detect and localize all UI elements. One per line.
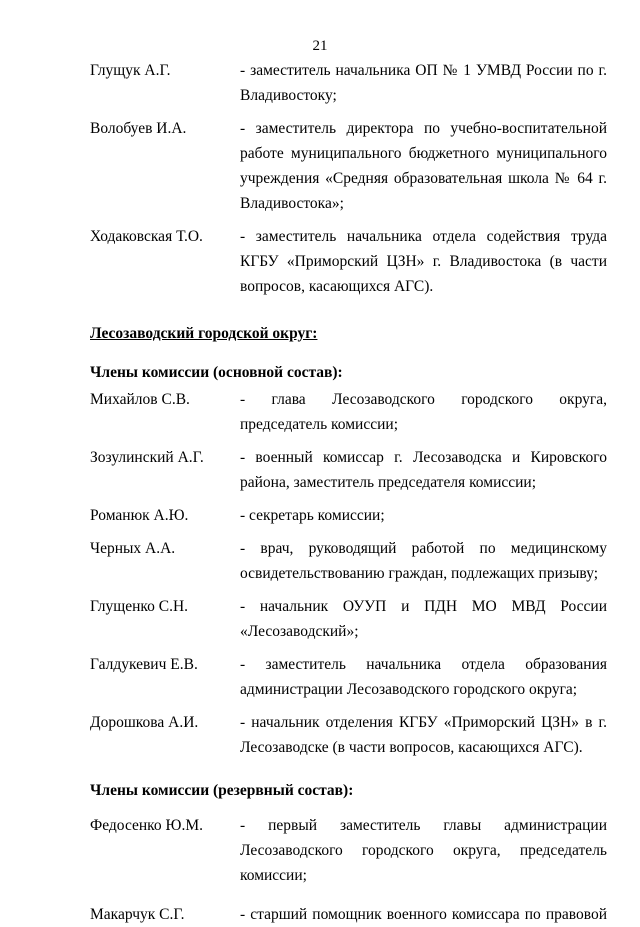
member-entry: [90, 445, 607, 495]
member-name: Глущенко С.Н.: [90, 598, 189, 615]
member-name: Ходаковская Т.О.: [90, 228, 203, 245]
member-entry: [90, 902, 607, 927]
member-role: - военный комиссар г. Лесозаводска и Кировского района, заместитель председателя комиссии;: [240, 449, 607, 491]
member-entry: [90, 594, 607, 644]
member-entry: [90, 116, 607, 216]
member-role: - заместитель директора по учебно-воспитательной работе муниципального бюджетного муниципального учреждения «Средняя образовательная школа № 64 г. Владивостока»;: [240, 120, 607, 212]
member-name: Дорошкова А.И.: [90, 714, 199, 731]
member-role: - начальник ОУУП и ПДН МО МВД России «Лесозаводский»;: [240, 598, 607, 640]
member-role: - заместитель начальника отдела образования администрации Лесозаводского городского округа;: [240, 656, 607, 698]
member-entry: [90, 536, 607, 586]
reserve-members-title: Члены комиссии (резервный состав):: [90, 782, 354, 799]
member-entry: [90, 652, 607, 702]
member-name: Федосенко Ю.М.: [90, 817, 204, 834]
member-name: Черных А.А.: [90, 540, 176, 557]
member-name: Зозулинский А.Г.: [90, 449, 204, 466]
member-name: Романюк А.Ю.: [90, 507, 189, 524]
member-name: Макарчук С.Г.: [90, 906, 185, 923]
member-entry: [90, 224, 607, 299]
member-role: - заместитель начальника отдела содействия труда КГБУ «Приморский ЦЗН» г. Владивостока (в части вопросов, касающихся АГС).: [240, 228, 607, 295]
page-number: 21: [312, 38, 328, 54]
member-entry: [90, 387, 607, 437]
member-entry: [90, 813, 607, 888]
member-entry: [90, 710, 607, 760]
document-content: [90, 58, 607, 927]
member-role: - первый заместитель главы администрации Лесозаводского городского округа, председатель комиссии;: [240, 817, 607, 884]
member-name: Глущук А.Г.: [90, 62, 171, 79]
member-role: - секретарь комиссии;: [240, 507, 385, 524]
member-role: - старший помощник военного комиссара по правовой: [240, 906, 607, 923]
member-entry: [90, 503, 607, 528]
member-name: Михайлов С.В.: [90, 391, 190, 408]
member-role: - заместитель начальника ОП № 1 УМВД России по г. Владивостоку;: [240, 62, 607, 104]
member-role: - врач, руководящий работой по медицинскому освидетельствованию граждан, подлежащих призыву;: [240, 540, 607, 582]
member-role: - глава Лесозаводского городского округа, председатель комиссии;: [240, 391, 607, 433]
member-name: Галдукевич Е.В.: [90, 656, 198, 673]
section-title: Лесозаводский городской округ:: [90, 325, 318, 342]
main-members-title: Члены комиссии (основной состав):: [90, 364, 343, 381]
member-entry: [90, 58, 607, 108]
member-role: - начальник отделения КГБУ «Приморский ЦЗН» в г. Лесозаводске (в части вопросов, касающихся АГС).: [240, 714, 607, 756]
member-name: Волобуев И.А.: [90, 120, 187, 137]
